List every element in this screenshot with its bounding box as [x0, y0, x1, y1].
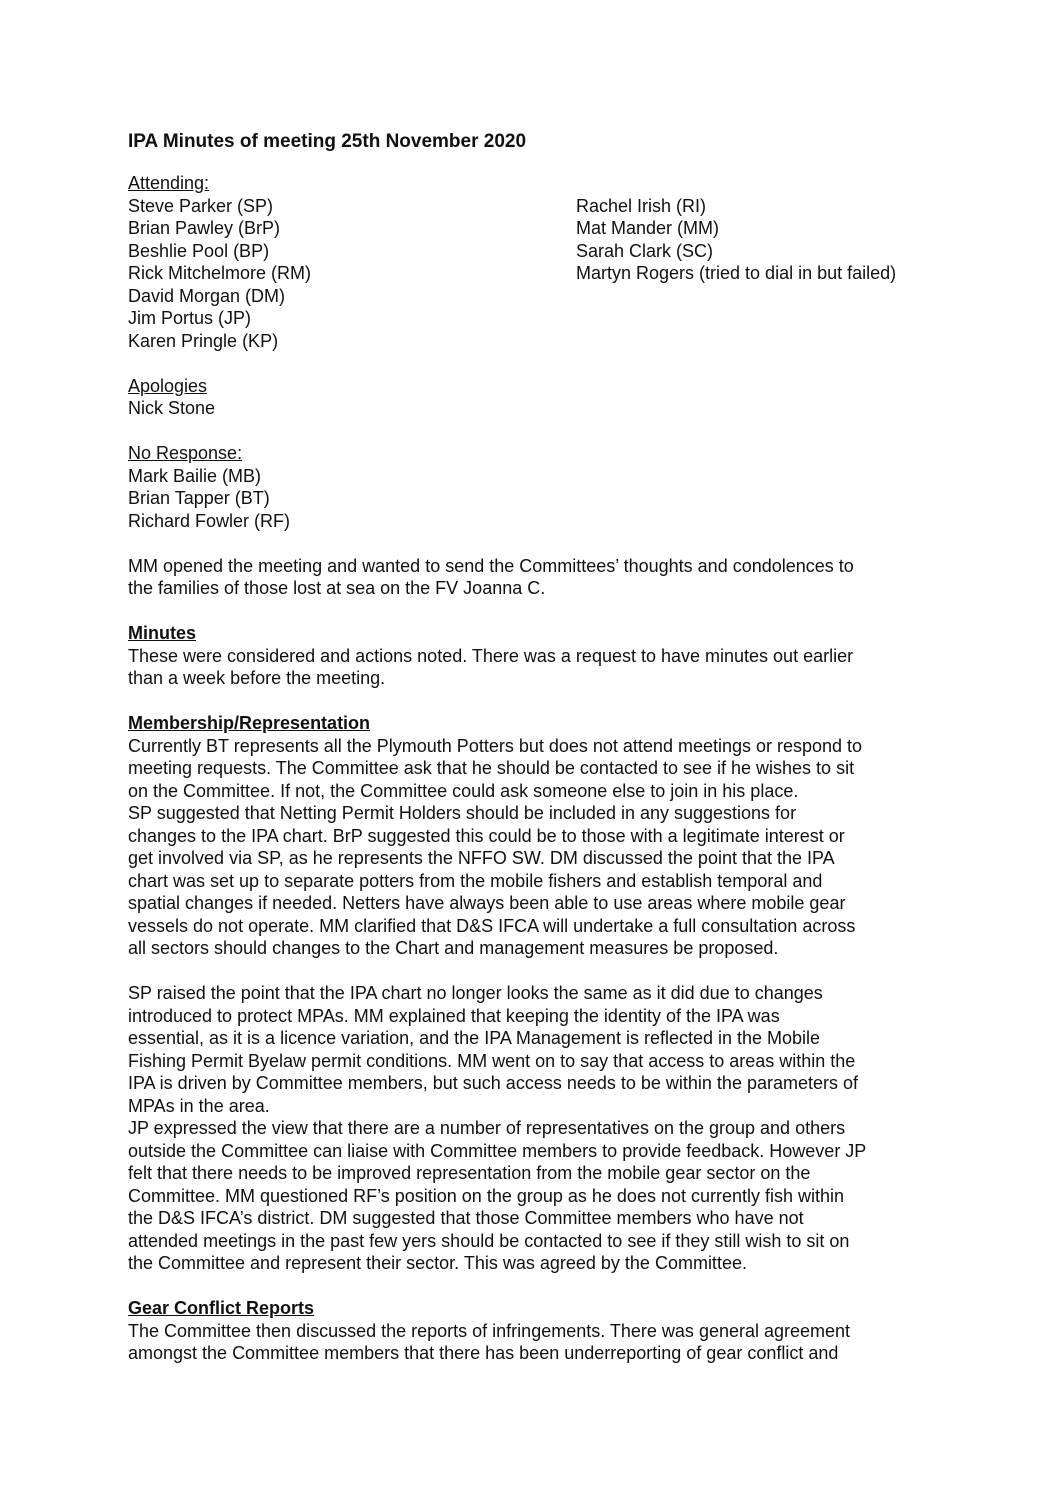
text-line: MM opened the meeting and wanted to send the Committees’ thoughts and condolences to: [128, 555, 854, 576]
text-line: Currently BT represents all the Plymouth Potters but does not attend meetings or respond to: [128, 735, 863, 756]
no-response-section: [128, 442, 948, 532]
text-line: These were considered and actions noted. There was a request to have minutes out earlier: [128, 645, 854, 666]
text-line: outside the Committee can liaise with Committee members to provide feedback. However JP: [128, 1140, 867, 1161]
text-line: spatial changes if needed. Netters have always been able to use areas where mobile gear: [128, 893, 846, 913]
text-line: changes to the IPA chart. BrP suggested this could be to those with a legitimate interest or: [128, 825, 845, 846]
attending-right-column: [576, 172, 948, 352]
gear-conflict-section: [128, 1297, 948, 1365]
apology-name: Nick Stone: [128, 398, 216, 418]
attending-section: [128, 172, 948, 352]
text-line: Committee. MM questioned RF’s position on the group as he does not currently fish within: [128, 1185, 845, 1206]
document-title: IPA Minutes of meeting 25th November 2020: [128, 131, 527, 152]
text-line: felt that there needs to be improved representation from the mobile gear sector on the: [128, 1163, 811, 1183]
text-line: The Committee then discussed the reports of infringements. There was general agreement: [128, 1320, 851, 1341]
attendee: Rachel Irish (RI): [576, 195, 707, 216]
minutes-heading: Minutes: [128, 623, 197, 643]
attendee: David Morgan (DM): [128, 285, 286, 306]
attendee: Martyn Rogers (tried to dial in but failed): [576, 263, 897, 283]
text-line: the D&S IFCA’s district. DM suggested that those Committee members who have not: [128, 1208, 804, 1228]
text-line: the families of those lost at sea on the FV Joanna C.: [128, 578, 546, 598]
attendee: Sarah Clark (SC): [576, 240, 714, 261]
text-line: vessels do not operate. MM clarified that D&S IFCA will undertake a full consultation across: [128, 915, 856, 936]
attendee: Mat Mander (MM): [576, 218, 720, 238]
text-line: get involved via SP, as he represents the NFFO SW. DM discussed the point that the IPA: [128, 848, 835, 868]
membership-paragraph-2: [128, 982, 948, 1275]
attendee: Karen Pringle (KP): [128, 330, 279, 351]
text-line: attended meetings in the past few yers should be contacted to see if they still wish to sit on: [128, 1230, 850, 1251]
text-line: the Committee and represent their sector. This was agreed by the Committee.: [128, 1253, 747, 1273]
minutes-section: [128, 622, 948, 690]
gear-conflict-heading: Gear Conflict Reports: [128, 1298, 315, 1318]
attending-left-column: [128, 172, 576, 352]
membership-heading: Membership/Representation: [128, 713, 371, 733]
text-line: SP suggested that Netting Permit Holders should be included in any suggestions for: [128, 803, 797, 823]
text-line: all sectors should changes to the Chart and management measures be proposed.: [128, 938, 779, 958]
no-response-name: Richard Fowler (RF): [128, 510, 291, 531]
attending-heading: Attending:: [128, 173, 210, 193]
attendee: Jim Portus (JP): [128, 308, 252, 328]
apologies-heading: Apologies: [128, 375, 208, 396]
text-line: MPAs in the area.: [128, 1095, 270, 1116]
no-response-heading: No Response:: [128, 443, 243, 463]
text-line: Fishing Permit Byelaw permit conditions. MM went on to say that access to areas within the: [128, 1050, 856, 1071]
text-line: on the Committee. If not, the Committee could ask someone else to join in his place.: [128, 780, 799, 801]
text-line: introduced to protect MPAs. MM explained that keeping the identity of the IPA was: [128, 1005, 780, 1026]
text-line: IPA is driven by Committee members, but such access needs to be within the parameters of: [128, 1073, 859, 1093]
apologies-section: [128, 375, 948, 420]
text-line: amongst the Committee members that there has been underreporting of gear conflict and: [128, 1343, 839, 1363]
membership-section: [128, 712, 948, 960]
document-page: [128, 128, 948, 1365]
text-line: meeting requests. The Committee ask that he should be contacted to see if he wishes to sit: [128, 758, 855, 778]
text-line: SP raised the point that the IPA chart no longer looks the same as it did due to changes: [128, 983, 823, 1003]
text-line: JP expressed the view that there are a number of representatives on the group and others: [128, 1118, 846, 1138]
text-line: chart was set up to separate potters from the mobile fishers and establish temporal and: [128, 870, 823, 891]
attendee: Rick Mitchelmore (RM): [128, 263, 312, 283]
text-line: than a week before the meeting.: [128, 668, 386, 688]
no-response-name: Mark Bailie (MB): [128, 465, 262, 486]
attendee: Brian Pawley (BrP): [128, 218, 281, 238]
opening-paragraph: [128, 555, 948, 600]
text-line: essential, as it is a licence variation, and the IPA Management is reflected in the Mobile: [128, 1028, 821, 1048]
no-response-name: Brian Tapper (BT): [128, 488, 270, 508]
attendee: Steve Parker (SP): [128, 195, 274, 216]
attendee: Beshlie Pool (BP): [128, 240, 270, 261]
